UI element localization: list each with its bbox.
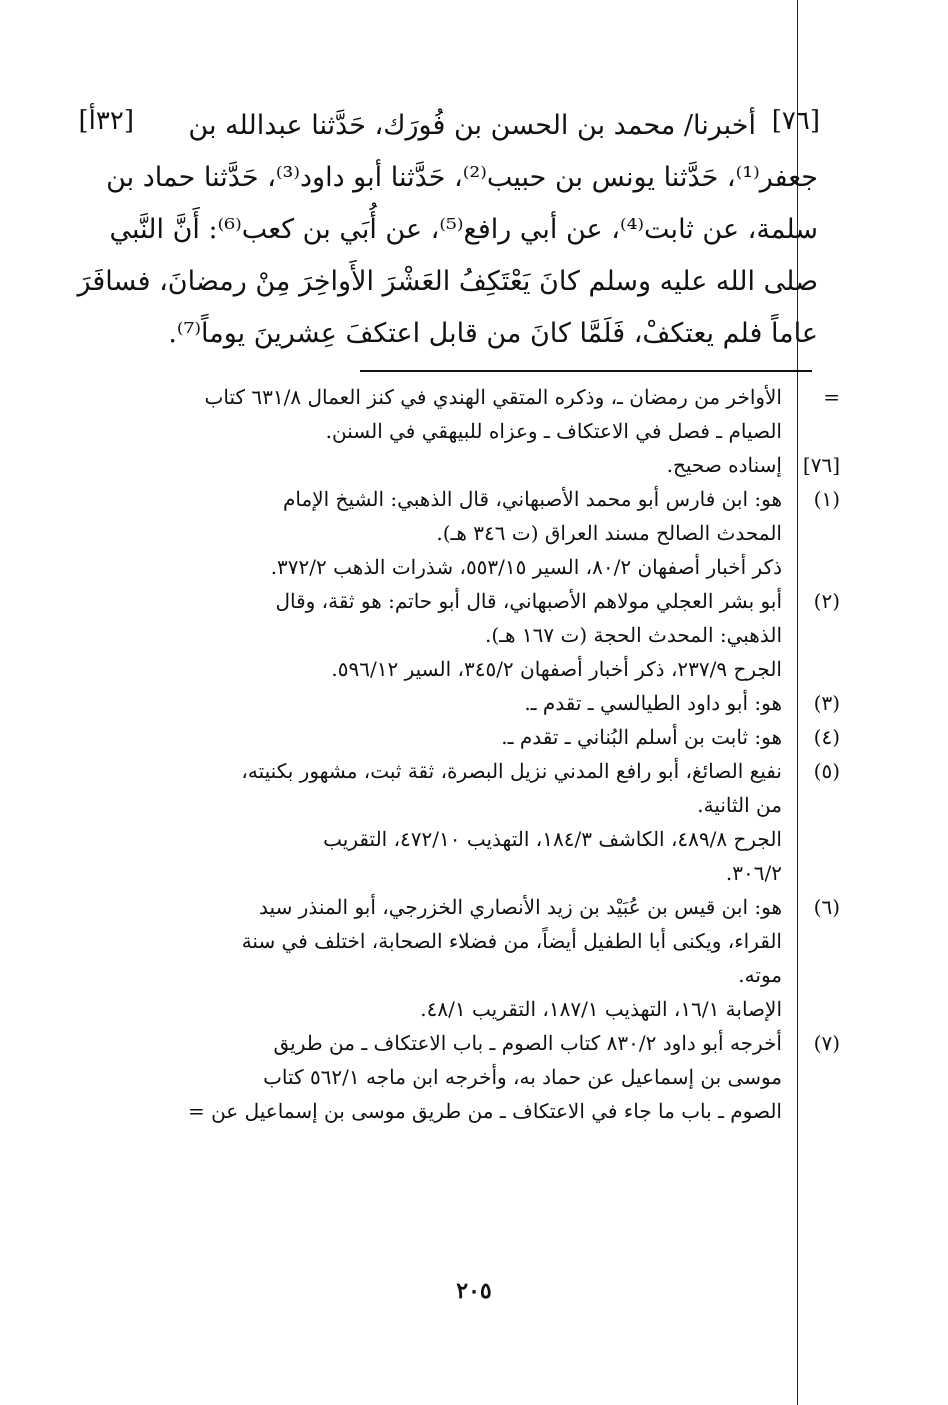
footnote bbox=[128, 720, 840, 754]
footnote bbox=[128, 448, 840, 482]
footnote-line: ٣٠٦/٢. bbox=[725, 861, 782, 885]
footnote bbox=[128, 380, 840, 448]
footnote-mark: (٣) bbox=[813, 691, 840, 715]
footnote-line: هو: ابن قيس بن عُبَيْد بن زيد الأنصاري الخزرجي، أبو المنذر سيد bbox=[259, 895, 782, 919]
footnote-line: أبو بشر العجلي مولاهم الأصبهاني، قال أبو حاتم: هو ثقة، وقال bbox=[275, 589, 782, 613]
main-text-line: أخبرنا/ محمد بن الحسن بن فُورَك، حَدَّثنا عبدالله بن bbox=[188, 110, 756, 141]
footnote-line: الصوم ـ باب ما جاء في الاعتكاف ـ من طريق موسى بن إسماعيل عن = bbox=[187, 1099, 782, 1123]
footnotes bbox=[128, 380, 840, 1128]
main-text-line: سلمة، عن ثابت⁽⁴⁾، عن أبي رافع⁽⁵⁾، عن أُبَي بن كعب⁽⁶⁾: أَنَّ النَّبي bbox=[109, 214, 818, 245]
footnote-line: الجرح ٢٣٧/٩، ذكر أخبار أصفهان ٣٤٥/٢، السير ٥٩٦/١٢. bbox=[331, 657, 782, 681]
footnote-mark: (٦) bbox=[813, 895, 840, 919]
hadith-number: [٧٦] bbox=[771, 106, 820, 136]
footnote bbox=[128, 686, 840, 720]
footnote-line: القراء، ويكنى أبا الطفيل أيضاً، من فضلاء الصحابة، اختلف في سنة bbox=[241, 929, 782, 953]
footnote-line: المحدث الصالح مسند العراق (ت ٣٤٦ هـ). bbox=[436, 521, 782, 545]
footnote-mark: (٢) bbox=[813, 589, 840, 613]
footnote-line: هو: ثابت بن أسلم البُناني ـ تقدم ـ. bbox=[501, 725, 782, 749]
footnote-mark: (٧) bbox=[813, 1031, 840, 1055]
footnote-line: الذهبي: المحدث الحجة (ت ١٦٧ هـ). bbox=[484, 623, 782, 647]
footnote-mark: = bbox=[823, 385, 840, 409]
folio-marker: [٣٢أ] bbox=[78, 106, 134, 136]
footnote-line: موسى بن إسماعيل عن حماد به، وأخرجه ابن ماجه ٥٦٢/١ كتاب bbox=[263, 1065, 782, 1089]
footnote bbox=[128, 1026, 840, 1128]
footnote bbox=[128, 754, 840, 890]
footnote-line: الجرح ٤٨٩/٨، الكاشف ١٨٤/٣، التهذيب ٤٧٢/١٠، التقريب bbox=[323, 827, 782, 851]
footnote-line: هو: ابن فارس أبو محمد الأصبهاني، قال الذهبي: الشيخ الإمام bbox=[283, 487, 782, 511]
footnote-separator bbox=[360, 370, 812, 372]
footnote bbox=[128, 584, 840, 686]
footnote-line: هو: أبو داود الطيالسي ـ تقدم ـ. bbox=[524, 691, 782, 715]
main-text-line: عاماً فلم يعتكفْ، فَلَمَّا كانَ من قابل اعتكفَ عِشرينَ يوماً⁽⁷⁾. bbox=[168, 318, 818, 349]
footnote-mark: (٤) bbox=[813, 725, 840, 749]
footnote-mark: (١) bbox=[813, 487, 840, 511]
page-number: ٢٠٥ bbox=[456, 1278, 492, 1304]
footnote-line: ذكر أخبار أصفهان ٨٠/٢، السير ٥٥٣/١٥، شذرات الذهب ٣٧٢/٢. bbox=[270, 555, 782, 579]
footnote-line: الإصابة ١٦/١، التهذيب ١٨٧/١، التقريب ٤٨/١. bbox=[420, 997, 782, 1021]
main-text-line: صلى الله عليه وسلم كانَ يَعْتَكِفُ العَشْرَ الأَواخِرَ مِنْ رمضانَ، فسافَرَ bbox=[77, 266, 818, 297]
footnote bbox=[128, 482, 840, 584]
footnote bbox=[128, 890, 840, 1026]
footnote-line: موته. bbox=[738, 963, 782, 987]
footnote-line: أخرجه أبو داود ٨٣٠/٢ كتاب الصوم ـ باب الاعتكاف ـ من طريق bbox=[273, 1031, 782, 1055]
footnote-line: الأواخر من رمضان ـ، وذكره المتقي الهندي في كنز العمال ٦٣١/٨ كتاب bbox=[204, 385, 782, 409]
footnote-line: إسناده صحيح. bbox=[666, 453, 782, 477]
footnote-mark: [٧٦] bbox=[802, 453, 840, 477]
main-text-line: جعفر⁽¹⁾، حَدَّثنا يونس بن حبيب⁽²⁾، حَدَّثنا أبو داود⁽³⁾، حَدَّثنا حماد بن bbox=[106, 162, 818, 193]
footnote-line: نفيع الصائغ، أبو رافع المدني نزيل البصرة، ثقة ثبت، مشهور بكنيته، bbox=[241, 759, 782, 783]
footnote-line: من الثانية. bbox=[697, 793, 782, 817]
footnote-mark: (٥) bbox=[813, 759, 840, 783]
footnote-line: الصيام ـ فصل في الاعتكاف ـ وعزاه للبيهقي في السنن. bbox=[325, 419, 782, 443]
